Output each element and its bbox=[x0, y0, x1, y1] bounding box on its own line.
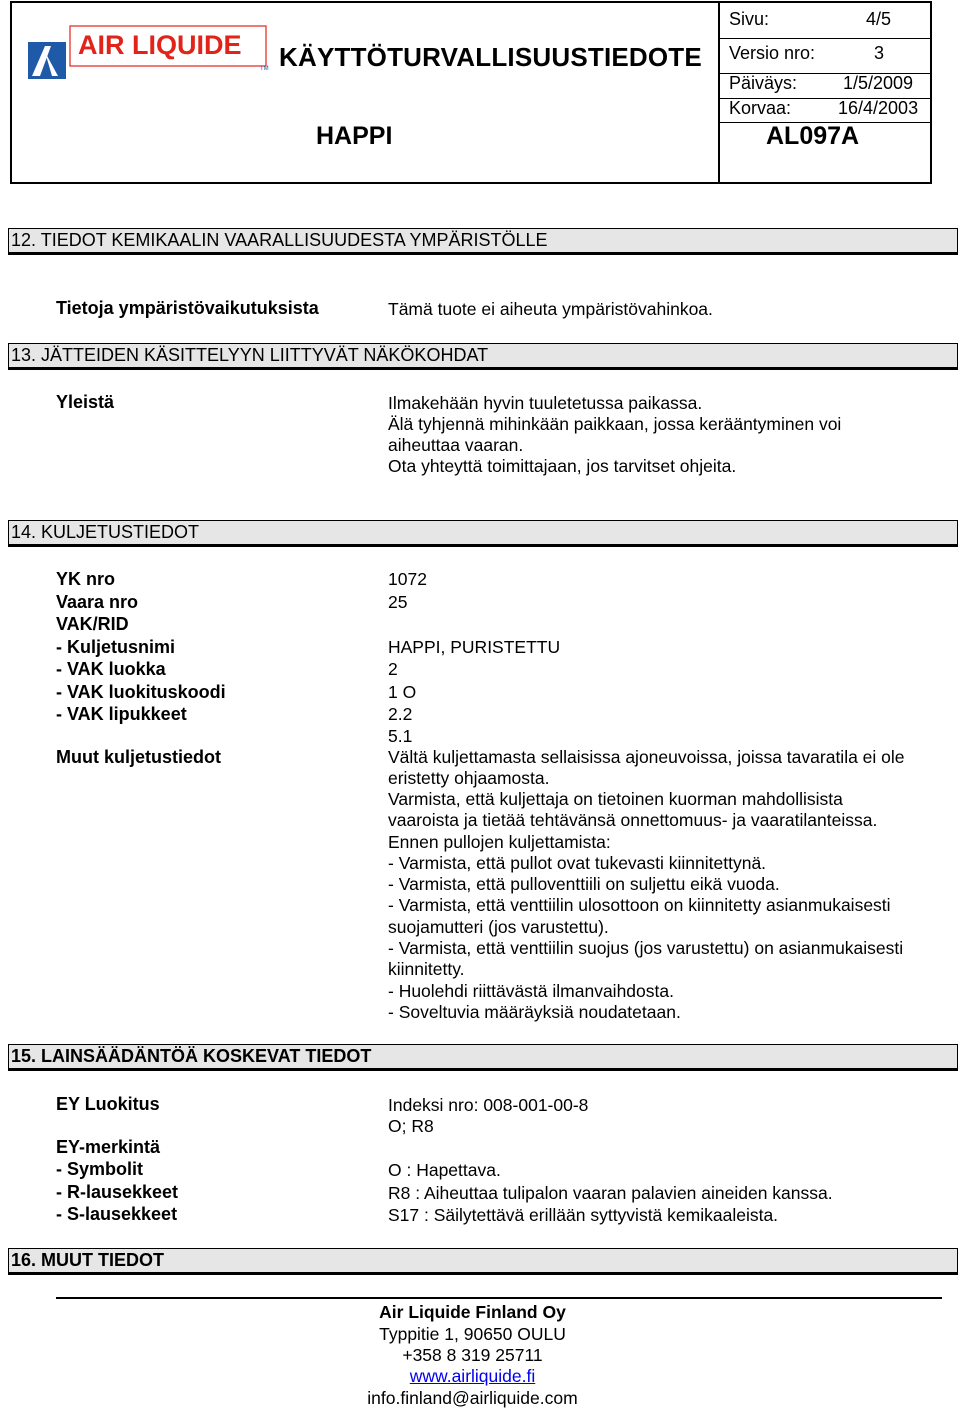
footer-email: info.finland@airliquide.com bbox=[367, 1388, 578, 1408]
section-12-title: 12. TIEDOT KEMIKAALIN VAARALLISUUDESTA YMPÄRISTÖLLE bbox=[8, 228, 958, 255]
transport-line: suojamutteri (jos varustettu). bbox=[388, 917, 609, 937]
vak-code-value: 1 O bbox=[388, 682, 417, 702]
page-label: Sivu: bbox=[729, 9, 770, 29]
website-link[interactable]: www.airliquide.fi bbox=[409, 1366, 536, 1386]
date-value: 1/5/2009 bbox=[843, 73, 914, 93]
un-number-label: YK nro bbox=[56, 569, 116, 589]
footer-web bbox=[0, 1366, 945, 1387]
version-label: Versio nro: bbox=[729, 43, 816, 63]
shipping-name-label: - Kuljetusnimi bbox=[56, 637, 176, 657]
vak-labels-value: 2.2 bbox=[388, 704, 413, 724]
date-label: Päiväys: bbox=[729, 73, 798, 93]
vak-labels-value: 5.1 bbox=[388, 726, 413, 746]
replaces-value: 16/4/2003 bbox=[838, 98, 919, 118]
transport-line: vaaroista ja tietää tehtävänsä onnettomuus- ja vaaratilanteissa. bbox=[388, 810, 878, 830]
transport-line: - Huolehdi riittävästä ilmanvaihdosta. bbox=[388, 981, 674, 1001]
ec-labelling-label: EY-merkintä bbox=[56, 1137, 161, 1157]
s-phrases-label: - S-lausekkeet bbox=[56, 1204, 178, 1224]
replaces-label: Korvaa: bbox=[729, 98, 792, 118]
ec-classification-label: EY Luokitus bbox=[56, 1094, 160, 1114]
ec-classification-value: O; R8 bbox=[388, 1116, 434, 1136]
shipping-name-value: HAPPI, PURISTETTU bbox=[388, 637, 561, 657]
r-phrases-label: - R-lausekkeet bbox=[56, 1182, 179, 1202]
transport-line: Vältä kuljettamasta sellaisissa ajoneuvoissa, joissa tavaratila ei ole bbox=[388, 747, 905, 767]
header-divider bbox=[718, 3, 720, 182]
section-14-title: 14. KULJETUSTIEDOT bbox=[8, 520, 958, 547]
un-number-value: 1072 bbox=[388, 569, 427, 589]
section-15-title: 15. LAINSÄÄDÄNTÖÄ KOSKEVAT TIEDOT bbox=[8, 1044, 958, 1071]
transport-line: kiinnitetty. bbox=[388, 959, 465, 979]
disposal-line: Älä tyhjennä mihinkään paikkaan, jossa kerääntyminen voi bbox=[388, 414, 842, 434]
vak-code-label: - VAK luokituskoodi bbox=[56, 682, 226, 702]
transport-line: Varmista, että kuljettaja on tietoinen kuorman mahdollisista bbox=[388, 789, 843, 809]
transport-line: Ennen pullojen kuljettamista: bbox=[388, 832, 611, 852]
other-transport-label: Muut kuljetustiedot bbox=[56, 747, 221, 767]
disposal-line: aiheuttaa vaaran. bbox=[388, 435, 524, 455]
document-title: KÄYTTÖTURVALLISUUSTIEDOTE bbox=[279, 42, 702, 72]
footer-address: Typpitie 1, 90650 OULU bbox=[379, 1324, 566, 1344]
footer-divider bbox=[56, 1297, 942, 1299]
hazard-number-value: 25 bbox=[388, 592, 408, 612]
svg-text:TM: TM bbox=[260, 66, 269, 72]
transport-line: - Varmista, että pullot ovat tukevasti kiinnitettynä. bbox=[388, 853, 767, 873]
ec-classification-value: Indeksi nro: 008-001-00-8 bbox=[388, 1095, 589, 1115]
environment-value: Tämä tuote ei aiheuta ympäristövahinkoa. bbox=[388, 299, 713, 319]
disposal-line: Ota yhteyttä toimittajaan, jos tarvitset ohjeita. bbox=[388, 456, 737, 476]
meta-divider bbox=[720, 38, 932, 39]
version-value: 3 bbox=[874, 43, 885, 63]
disposal-line: Ilmakehään hyvin tuuletetussa paikassa. bbox=[388, 393, 703, 413]
section-16-title: 16. MUUT TIEDOT bbox=[8, 1248, 958, 1275]
section-13-title: 13. JÄTTEIDEN KÄSITTELYYN LIITTYVÄT NÄKÖKOHDAT bbox=[8, 343, 958, 370]
environment-label: Tietoja ympäristövaikutuksista bbox=[56, 298, 319, 318]
air-liquide-logo bbox=[28, 12, 270, 80]
symbols-label: - Symbolit bbox=[56, 1159, 144, 1179]
general-label: Yleistä bbox=[56, 392, 115, 412]
vak-labels-label: - VAK lipukkeet bbox=[56, 704, 187, 724]
transport-line: - Varmista, että venttiilin suojus (jos varustettu) on asianmukaisesti bbox=[388, 938, 904, 958]
transport-line: - Varmista, että venttiilin ulosottoon on kiinnitetty asianmukaisesti bbox=[388, 895, 891, 915]
product-name: HAPPI bbox=[316, 122, 393, 150]
transport-line: - Soveltuvia määräyksiä noudatetaan. bbox=[388, 1002, 681, 1022]
logo-wordmark: AIR LIQUIDE bbox=[78, 30, 242, 60]
vak-class-label: - VAK luokka bbox=[56, 659, 166, 679]
s-phrases-value: S17 : Säilytettävä erillään syttyvistä kemikaaleista. bbox=[388, 1205, 779, 1225]
hazard-number-label: Vaara nro bbox=[56, 592, 139, 612]
product-code: AL097A bbox=[766, 122, 860, 150]
vak-rid-label: VAK/RID bbox=[56, 614, 129, 634]
vak-class-value: 2 bbox=[388, 659, 398, 679]
footer-phone: +358 8 319 25711 bbox=[402, 1345, 543, 1365]
footer-company: Air Liquide Finland Oy bbox=[379, 1302, 566, 1322]
r-phrases-value: R8 : Aiheuttaa tulipalon vaaran palavien aineiden kanssa. bbox=[388, 1183, 833, 1203]
transport-line: - Varmista, että pulloventtiili on suljettu eikä vuoda. bbox=[388, 874, 780, 894]
transport-line: eristetty ohjaamosta. bbox=[388, 768, 550, 788]
symbols-value: O : Hapettava. bbox=[388, 1160, 501, 1180]
page-value: 4/5 bbox=[866, 9, 892, 29]
